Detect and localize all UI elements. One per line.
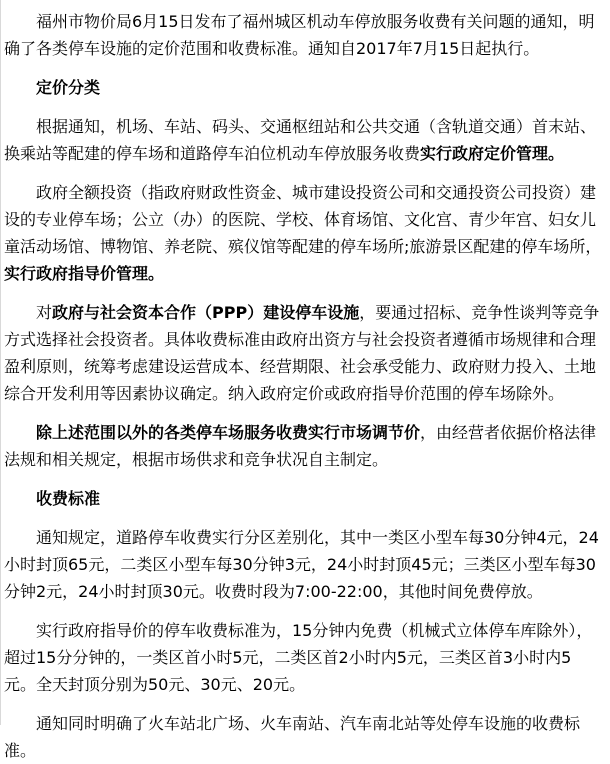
road-parking-fees-text: 通知规定，道路停车收费实行分区差别化，其中一类区小型车每30分钟4元，24小时封顶65元，二类区小型车每30分钟3元，24小时封顶45元；三类区小型车每30分钟2元，24小时封顶30元。收费时段为7:00-22:00，其他时间免费停放。 <box>4 528 599 601</box>
market-regulated-text: ，由经营者依据价格法律法规和相关规定，根据市场供求和竞争状况自主制定。 <box>4 423 597 469</box>
ppp-bold: 政府与社会资本合作（PPP）建设停车设施 <box>52 303 360 322</box>
heading-fee-standards: 收费标准 <box>36 489 101 508</box>
paragraph-guided-price-fees <box>4 617 603 698</box>
ppp-prefix-text: 对 <box>36 303 53 322</box>
market-regulated-bold: 除上述范围以外的各类停车场服务收费实行市场调节价 <box>36 423 421 442</box>
station-facilities-text: 通知同时明确了火车站北广场、火车南站、汽车南北站等处停车设施的收费标准。 <box>4 714 581 760</box>
government-guided-price-bold: 实行政府指导价管理。 <box>4 264 165 283</box>
paragraph-station-facilities <box>4 710 603 764</box>
government-fixed-price-bold: 实行政府定价管理。 <box>420 144 565 163</box>
paragraph-government-guided-price <box>4 179 603 287</box>
paragraph-market-regulated-price <box>4 419 603 473</box>
government-guided-price-text: 政府全额投资（指政府财政性资金、城市建设投资公司和交通投资公司投资）建设的专业停车场；公立（办）的医院、学校、体育场馆、文化宫、青少年宫、妇女儿童活动场馆、博物馆、养老院、殡仪馆等配建的停车场所;旅游景区配建的停车场所， <box>4 183 602 256</box>
intro-text: 福州市物价局6月15日发布了福州城区机动车停放服务收费有关问题的通知，明确了各类停车设施的定价范围和收费标准。通知自2017年7月15日起执行。 <box>4 12 595 58</box>
paragraph-intro <box>4 8 603 62</box>
government-fixed-price-text: 根据通知，机场、车站、码头、交通枢纽站和公共交通（含轨道交通）首末站、换乘站等配建的停车场和道路停车泊位机动车停放服务收费 <box>4 117 597 163</box>
paragraph-road-parking-fees <box>4 524 603 605</box>
paragraph-government-fixed-price <box>4 113 603 167</box>
paragraph-ppp-facilities <box>4 299 603 407</box>
ppp-detail-text: ，要通过招标、竞争性谈判等竞争方式选择社会投资者。具体收费标准由政府出资方与社会投资者遵循市场规律和合理盈利原则，统筹考虑建设运营成本、经营期限、社会承受能力、政府财力投入、土地综合开发利用等因素协议确定。纳入政府定价或政府指导价范围的停车场除外。 <box>4 303 600 403</box>
guided-price-fees-text: 实行政府指导价的停车收费标准为，15分钟内免费（机械式立体停车库除外），超过15分分钟的，一类区首小时5元，二类区首2小时内5元，三类区首3小时内5元。全天封顶分别为50元、30元、20元。 <box>4 621 593 694</box>
heading-pricing-categories: 定价分类 <box>36 78 101 97</box>
